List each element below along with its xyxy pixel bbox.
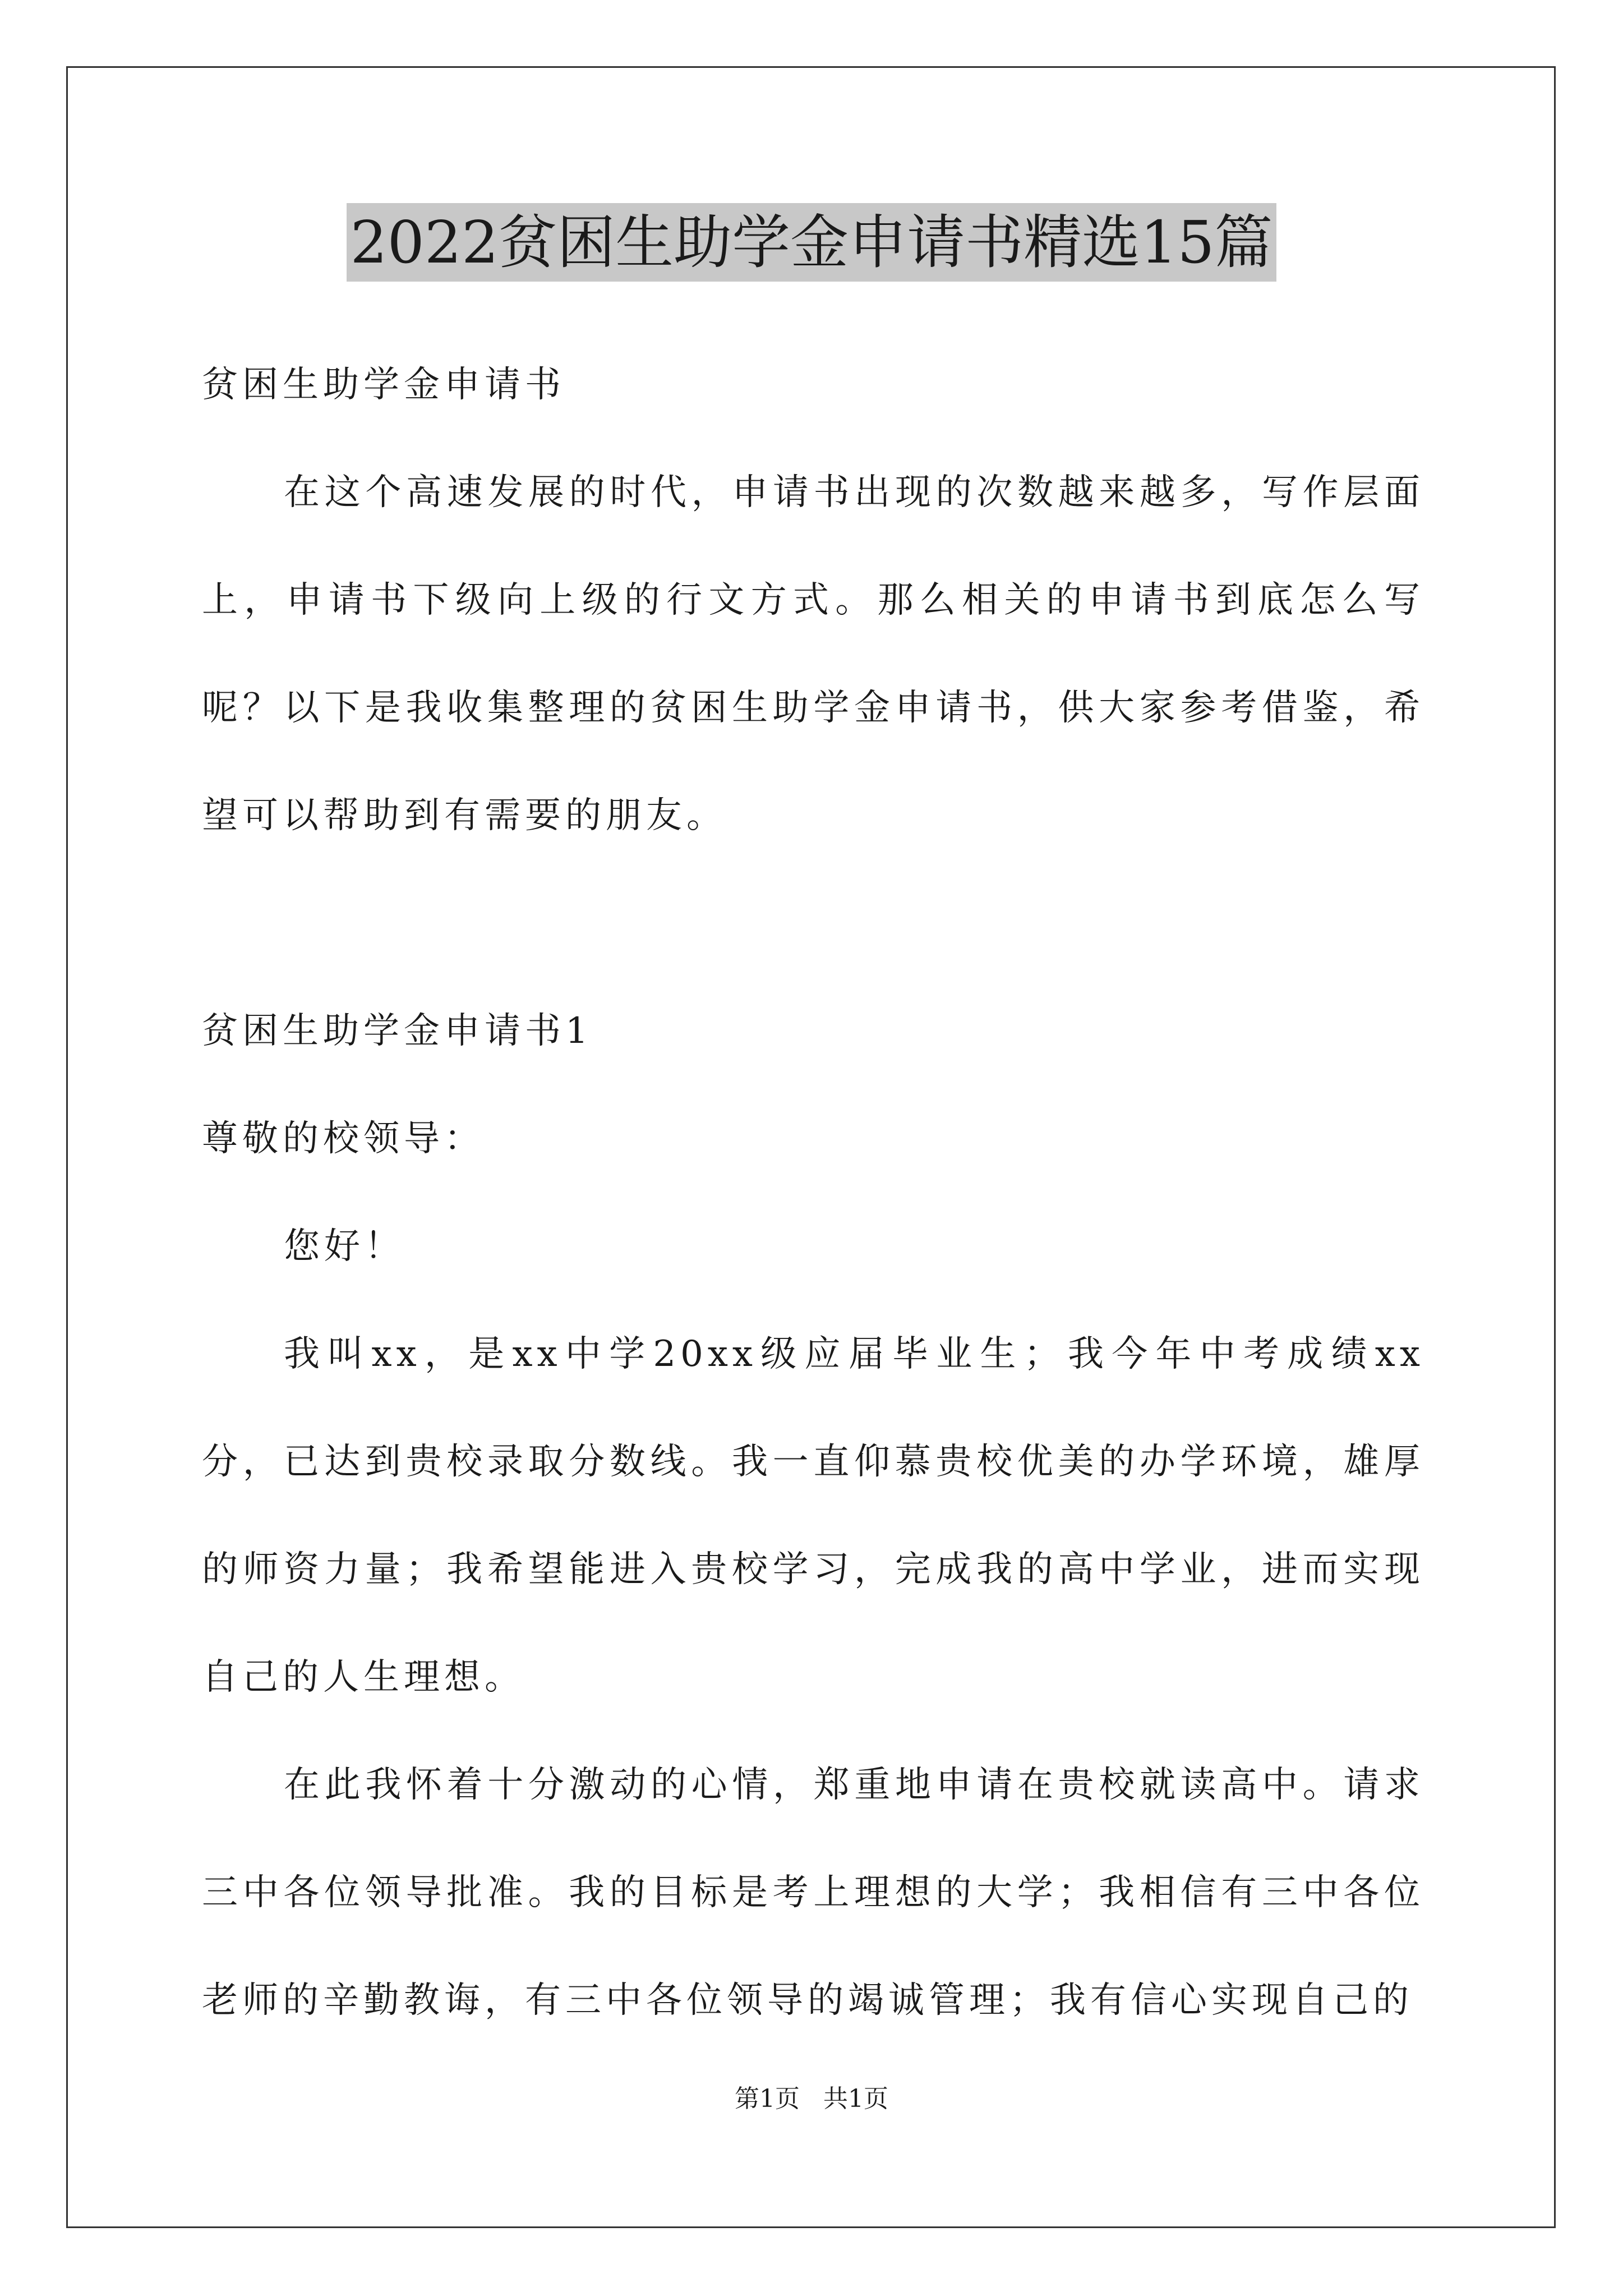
salutation: 尊敬的校领导： bbox=[202, 1118, 485, 1159]
body-paragraph: 在此我怀着十分激动的心情，郑重地申请在贵校就读高中。请求三中各位领导批准。我的目标是考上理想的大学；我相信有三中各位老师的辛勤教诲，有三中各位领导的竭诚管理；我有信心实现自己的 bbox=[202, 1764, 1424, 2021]
document-title: 2022贫困生助学金申请书精选15篇 bbox=[347, 203, 1276, 282]
intro-paragraph: 在这个高速发展的时代，申请书出现的次数越来越多，写作层面上，申请书下级向上级的行文方式。那么相关的申请书到底怎么写呢？以下是我收集整理的贫困生助学金申请书，供大家参考借鉴，希望可以帮助到有需要的朋友。 bbox=[202, 472, 1424, 836]
section-heading: 贫困生助学金申请书1 bbox=[202, 1010, 593, 1052]
body-paragraph: 我叫xx，是xx中学20xx级应届毕业生；我今年中考成绩xx分，已达到贵校录取分数线。我一直仰慕贵校优美的办学环境，雄厚的师资力量；我希望能进入贵校学习，完成我的高中学业，进而实现自己的人生理想。 bbox=[202, 1333, 1424, 1698]
greeting: 您好！ bbox=[284, 1226, 405, 1267]
page-footer: 第1页 共1页 bbox=[735, 2085, 888, 2113]
section-heading: 贫困生助学金申请书 bbox=[202, 364, 565, 406]
document-body bbox=[202, 331, 1424, 2054]
title-container bbox=[0, 203, 1623, 282]
